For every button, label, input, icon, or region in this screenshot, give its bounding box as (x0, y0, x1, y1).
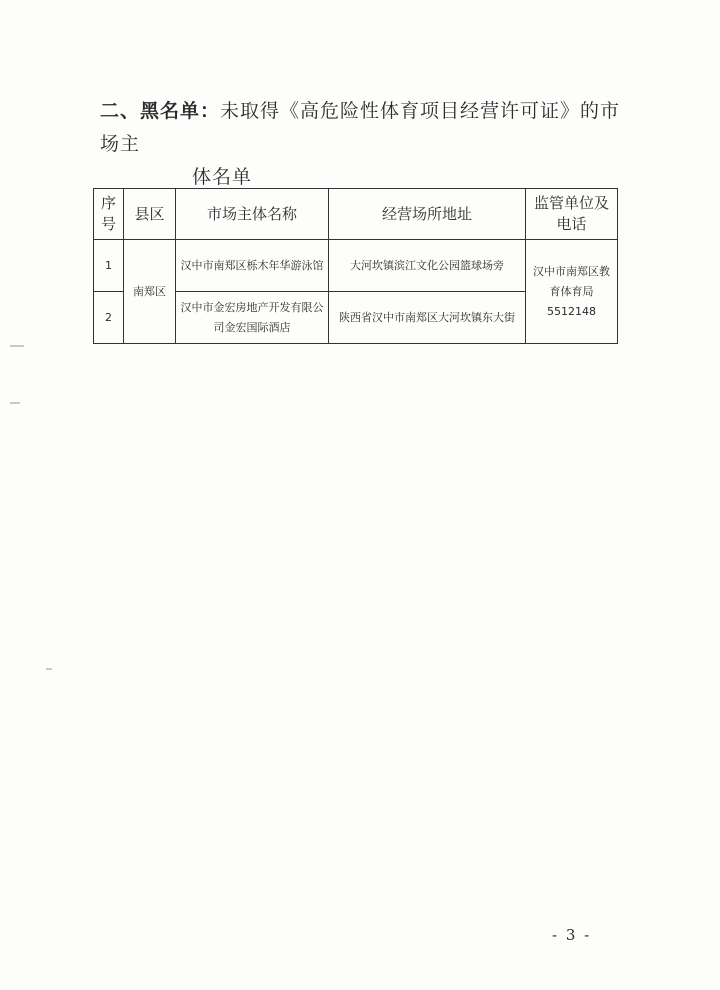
row-address: 陕西省汉中市南郑区大河坎镇东大街 (329, 292, 526, 344)
supervisor-phone: 5512148 (547, 304, 596, 318)
supervisor-name: 汉中市南郑区教育体育局 (533, 264, 610, 298)
header-no: 序号 (94, 189, 124, 240)
scan-speck (10, 402, 20, 404)
row-no: 2 (94, 292, 124, 344)
heading-lead: 二、黑名单： (100, 100, 221, 122)
heading-line2: 体名单 (192, 166, 253, 188)
table-header-row (94, 189, 618, 240)
row-supervisor (526, 240, 618, 344)
header-supervisor: 监管单位及电话 (526, 189, 618, 240)
scan-speck (10, 345, 24, 347)
header-address: 经营场所地址 (329, 189, 526, 240)
header-county: 县区 (124, 189, 176, 240)
section-heading (100, 95, 640, 194)
row-county: 南郑区 (124, 240, 176, 344)
row-address: 大河坎镇滨江文化公园篮球场旁 (329, 240, 526, 292)
blacklist-table (93, 188, 618, 344)
row-entity: 汉中市南郑区栎木年华游泳馆 (176, 240, 329, 292)
page-number: - 3 - (552, 926, 592, 944)
row-no: 1 (94, 240, 124, 292)
heading-line1: 未取得《高危险性体育项目经营许可证》的市场主 (100, 100, 621, 155)
table-row (94, 240, 618, 292)
row-entity: 汉中市金宏房地产开发有限公司金宏国际酒店 (176, 292, 329, 344)
header-entity: 市场主体名称 (176, 189, 329, 240)
scan-speck (46, 668, 52, 670)
